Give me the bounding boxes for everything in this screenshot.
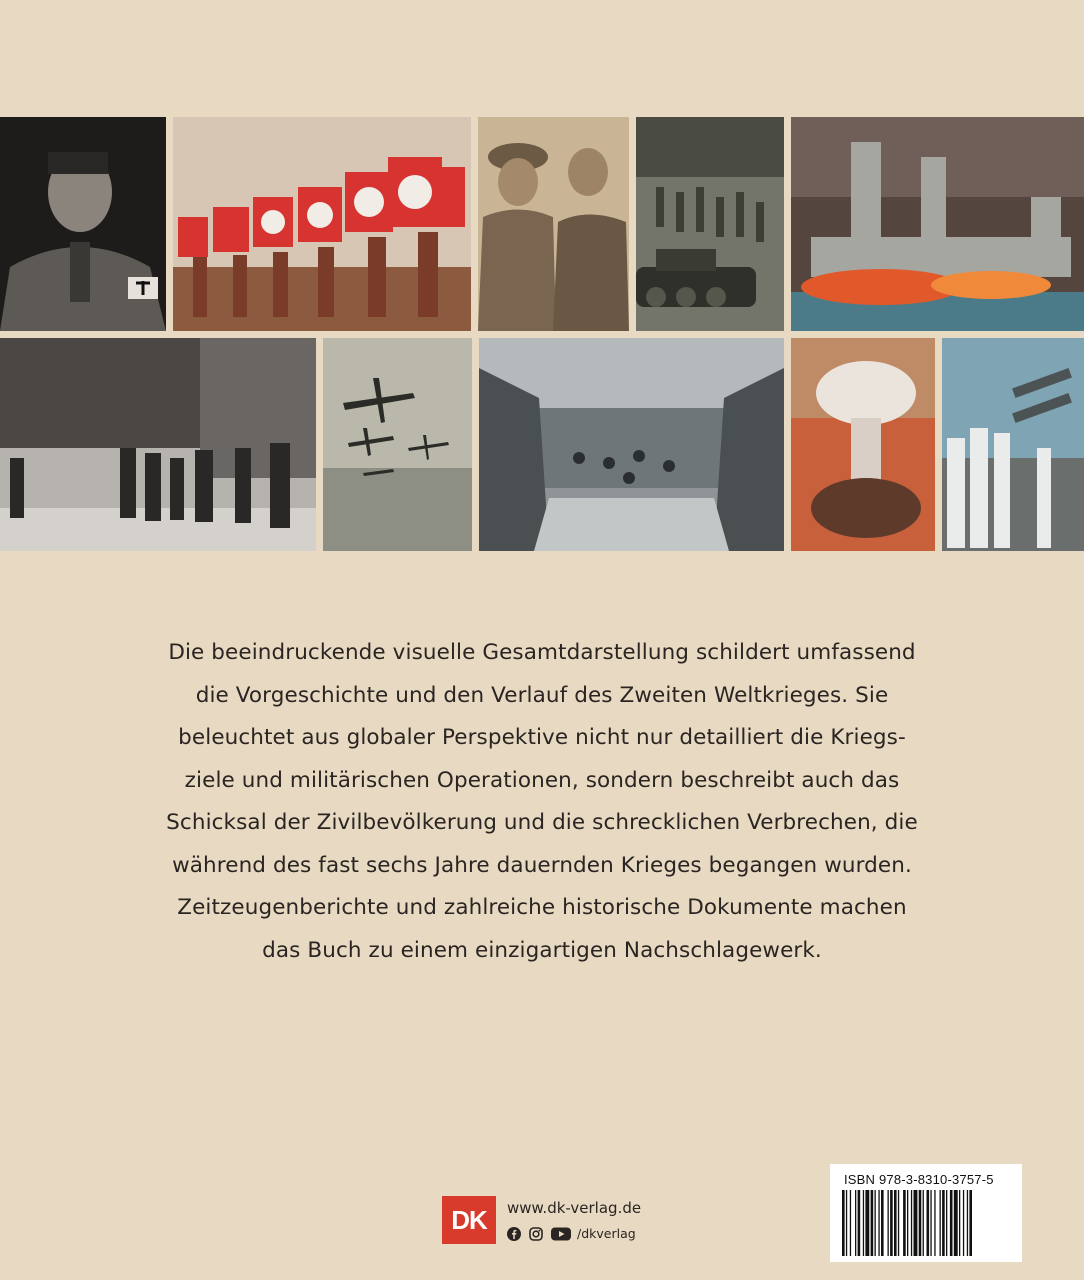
photo-mushroom-cloud bbox=[791, 338, 935, 551]
social-handle: /dkverlag bbox=[577, 1226, 636, 1241]
description-line: ziele und militärischen Operationen, sondern beschreibt auch das bbox=[184, 767, 900, 793]
isbn-barcode bbox=[830, 1164, 1022, 1262]
photo-ghetto-street bbox=[0, 338, 316, 551]
isbn-text: ISBN 978-3-8310-3757-5 bbox=[844, 1172, 994, 1187]
description-line: Die beeindruckende visuelle Gesamtdarstellung schildert umfassend bbox=[168, 640, 916, 665]
description-line: Schicksal der Zivilbevölkerung und die schrecklichen Verbrechen, die bbox=[166, 810, 918, 835]
photo-observers bbox=[478, 117, 629, 331]
description-line: während des fast sechs Jahre dauernden Krieges begangen wurden. bbox=[172, 852, 912, 878]
publisher-footer bbox=[442, 1196, 641, 1244]
description-line: das Buch zu einem einzigartigen Nachschlagewerk. bbox=[262, 937, 822, 963]
photo-burning-battleship bbox=[791, 117, 1084, 331]
dk-logo[interactable]: DK bbox=[442, 1196, 496, 1244]
photo-portrait bbox=[0, 117, 166, 331]
photo-tank-column bbox=[636, 117, 784, 331]
website-link[interactable]: www.dk-verlag.de bbox=[507, 1199, 642, 1217]
description-line: die Vorgeschichte und den Verlauf des Zweiten Weltkrieges. Sie bbox=[195, 682, 889, 708]
description-line: beleuchtet aus globaler Perspektive nicht nur detailliert die Kriegs- bbox=[178, 725, 906, 750]
photo-bombers bbox=[323, 338, 472, 551]
photo-sailors-deck bbox=[942, 338, 1084, 551]
barcode-bars bbox=[842, 1190, 1010, 1256]
description-text bbox=[60, 632, 1024, 972]
social-links bbox=[507, 1226, 641, 1241]
facebook-icon[interactable] bbox=[507, 1227, 521, 1241]
description-line: Zeitzeugenberichte und zahlreiche historische Dokumente machen bbox=[177, 895, 907, 920]
instagram-icon[interactable] bbox=[529, 1227, 543, 1241]
youtube-icon[interactable] bbox=[551, 1227, 571, 1241]
photo-flag-march bbox=[173, 117, 471, 331]
photo-landing-craft bbox=[479, 338, 784, 551]
